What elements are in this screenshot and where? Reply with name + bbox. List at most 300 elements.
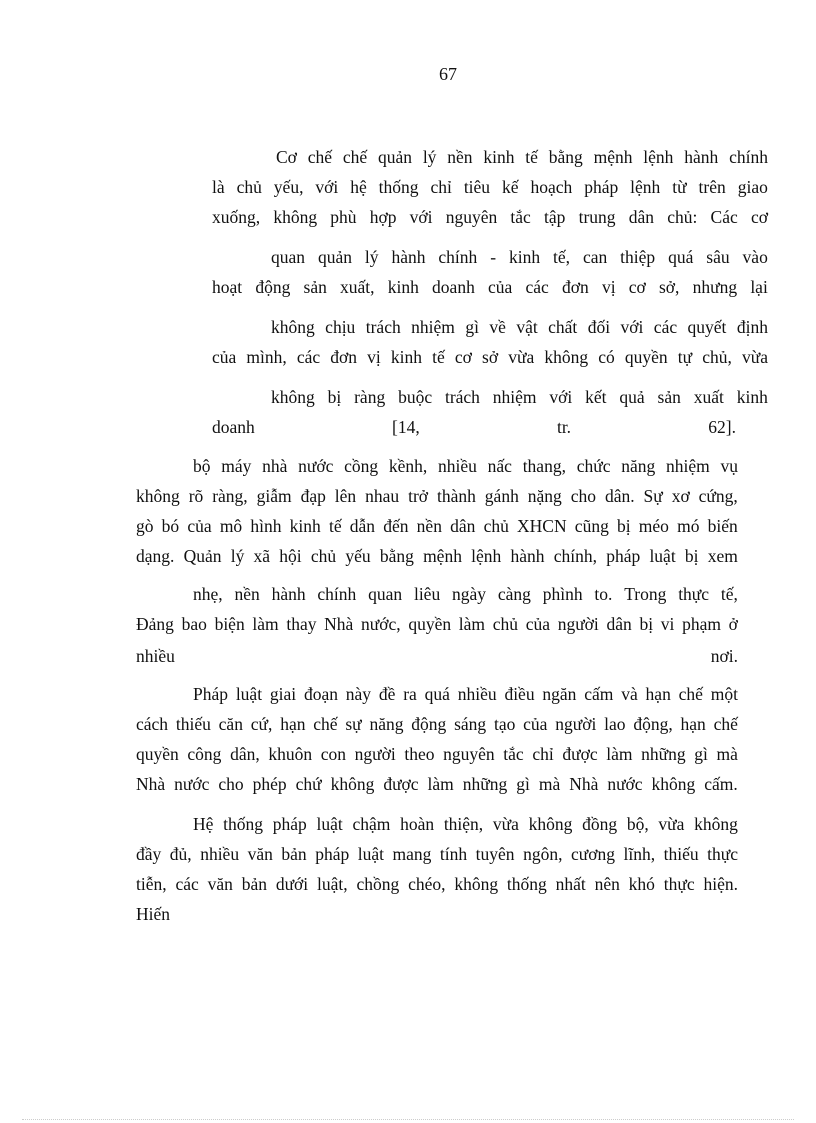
word: bộ: [193, 456, 211, 476]
word: không: [271, 317, 315, 337]
word: nhiệm: [492, 387, 537, 407]
word: luật: [357, 844, 384, 864]
quote-line: [271, 246, 768, 268]
word: quyền: [408, 614, 452, 634]
citation-word: 62].: [708, 417, 736, 437]
word: không: [651, 774, 696, 794]
word: vừa: [492, 814, 519, 834]
word: lệnh: [630, 177, 661, 197]
word: của: [187, 516, 212, 536]
word: hiện.: [703, 874, 738, 894]
word: càng: [497, 584, 531, 604]
word: này: [345, 684, 372, 704]
word: con: [320, 744, 346, 764]
word: nước: [174, 774, 210, 794]
word: nước,: [361, 614, 401, 634]
word: về: [489, 317, 506, 337]
word: Sự: [643, 486, 663, 506]
word: máy: [221, 456, 252, 476]
word: làm: [606, 744, 633, 764]
word: thiếu: [175, 714, 211, 734]
word: không: [271, 387, 315, 407]
word: dân,: [230, 744, 260, 764]
word: với: [549, 387, 573, 407]
word: quyền: [624, 347, 668, 367]
word: các: [296, 347, 321, 367]
word: Hệ: [193, 814, 214, 834]
word: sở: [482, 347, 499, 367]
word: vừa: [658, 814, 685, 834]
word: hình: [250, 516, 282, 536]
word: kết: [585, 387, 607, 407]
word: của: [212, 347, 237, 367]
word: chế: [678, 684, 703, 704]
word: lý: [422, 147, 437, 167]
word: chịu: [325, 317, 356, 337]
word: tính: [439, 844, 468, 864]
quote-line: [276, 146, 768, 168]
word: xem: [707, 546, 738, 566]
quote-line: [271, 386, 768, 408]
word: chồng: [356, 874, 400, 894]
word: hệ: [350, 177, 367, 197]
word: xuống,: [212, 207, 261, 227]
word: thống: [378, 177, 419, 197]
word: tuyên: [475, 844, 515, 864]
word: trách: [444, 387, 480, 407]
word: bó: [161, 516, 180, 536]
word: sở,: [658, 277, 680, 297]
word: và: [621, 684, 638, 704]
word: quyền: [136, 744, 179, 764]
word: chính: [729, 147, 768, 167]
word: chế: [713, 714, 738, 734]
word: mình,: [246, 347, 287, 367]
word: méo: [638, 516, 669, 536]
word: giẫm: [256, 486, 292, 506]
word: phù: [330, 207, 357, 227]
word: biến: [707, 516, 738, 536]
word: tế,: [720, 584, 738, 604]
word: cơ: [628, 277, 646, 297]
paragraph-line: [193, 455, 738, 477]
word: Trong: [624, 584, 667, 604]
paragraph-line: [136, 485, 738, 507]
word: quan: [271, 247, 306, 267]
word: không: [136, 486, 180, 506]
word: mà: [538, 774, 561, 794]
paragraph-line: [136, 713, 738, 735]
word: nhiều: [457, 684, 497, 704]
word: ngôn,: [523, 844, 563, 864]
word: nhiều: [438, 456, 477, 476]
word: nặng: [527, 486, 562, 506]
word: thay: [286, 614, 317, 634]
word: Nhà: [324, 614, 354, 634]
word: nấc: [487, 456, 512, 476]
word: nên: [594, 874, 620, 894]
word: to.: [594, 584, 613, 604]
word: nhưng: [692, 277, 738, 297]
word: chứ: [295, 774, 322, 794]
word: bị: [684, 546, 699, 566]
word: nhất: [555, 874, 586, 894]
word: mô: [219, 516, 243, 536]
word: hoàn: [400, 814, 435, 834]
word: thành: [436, 486, 476, 506]
word: chỉ: [532, 744, 554, 764]
word: quản: [317, 247, 352, 267]
word: quả: [619, 387, 645, 407]
word: chủ,: [702, 347, 732, 367]
word: Nhà: [569, 774, 599, 794]
word: tế,: [553, 247, 571, 267]
word: cơ: [454, 347, 472, 367]
word: động,: [633, 714, 673, 734]
word: quyết: [687, 317, 727, 337]
page-number: 67: [439, 64, 457, 84]
word: chế: [307, 147, 333, 167]
word: cho: [218, 774, 244, 794]
word: chế: [342, 147, 368, 167]
word: lao: [604, 714, 626, 734]
word: cách: [136, 714, 169, 734]
word: đến: [383, 516, 409, 536]
word: dẫn: [349, 516, 376, 536]
word: sản: [657, 387, 681, 407]
word: nhiều: [200, 844, 240, 864]
quote-line: [212, 176, 768, 198]
word: mệnh: [423, 546, 462, 566]
word: nguyên: [443, 744, 495, 764]
word: khuôn: [268, 744, 313, 764]
paragraph-line: [136, 873, 738, 895]
word: thiệp: [620, 247, 656, 267]
word: dân: [628, 207, 655, 227]
word: vừa: [508, 347, 535, 367]
word: trung: [578, 207, 616, 227]
word: người: [557, 614, 599, 634]
word: định: [736, 317, 768, 337]
word: cương: [570, 844, 615, 864]
word: vào: [742, 247, 768, 267]
word: luật: [649, 546, 676, 566]
word: bằng: [379, 546, 414, 566]
word: quá: [668, 247, 694, 267]
word: vi: [660, 614, 675, 634]
word: không: [454, 874, 499, 894]
word: chất: [548, 317, 578, 337]
word: pháp: [272, 814, 307, 834]
word: được: [383, 774, 419, 794]
word: hạn: [645, 684, 671, 704]
word: công: [187, 744, 222, 764]
word: của: [523, 714, 548, 734]
word: lý: [230, 546, 245, 566]
word: xã: [253, 546, 271, 566]
word: từ: [672, 177, 687, 197]
word: hợp: [369, 207, 397, 227]
word: cũng: [574, 516, 609, 536]
word: mang: [392, 844, 432, 864]
word: kinh: [508, 247, 541, 267]
word: kinh: [736, 387, 768, 407]
word: vị: [601, 277, 616, 297]
word: kế: [502, 177, 519, 197]
word: Cơ: [276, 147, 297, 167]
word: lệnh: [643, 147, 674, 167]
word: hoạt: [212, 277, 243, 297]
word: mà: [716, 744, 738, 764]
word: đơn: [562, 277, 589, 297]
word: trách: [365, 317, 401, 337]
word: dưới: [275, 874, 309, 894]
word: quản: [377, 147, 412, 167]
word: biện: [214, 614, 245, 634]
word: hành: [510, 546, 545, 566]
word: động: [411, 714, 447, 734]
word: gì: [694, 744, 708, 764]
word: bị: [639, 614, 654, 634]
word: cơ: [750, 207, 768, 227]
word: đối: [587, 317, 611, 337]
word: quan: [368, 584, 403, 604]
word: cứng,: [698, 486, 738, 506]
word: chủ: [310, 546, 337, 566]
word: xơ: [671, 486, 690, 506]
word: chậm: [352, 814, 391, 834]
word: lại: [750, 277, 768, 297]
citation-word: tr.: [556, 417, 572, 437]
word: làm: [458, 614, 486, 634]
word: ràng: [354, 387, 386, 407]
word: của: [525, 614, 550, 634]
word: sáng: [454, 714, 487, 734]
word: rõ: [188, 486, 204, 506]
word: pháp: [315, 844, 350, 864]
word: can: [582, 247, 608, 267]
paragraph-line: [136, 843, 738, 865]
word: hành: [271, 584, 306, 604]
word: kinh: [387, 277, 419, 297]
word: đề: [378, 684, 396, 704]
word: giao: [737, 177, 768, 197]
word: thiếu: [663, 844, 699, 864]
word: thực: [663, 874, 695, 894]
paragraph-line: [193, 813, 738, 835]
word: không: [273, 207, 318, 227]
word: pháp: [606, 546, 641, 566]
word: liêu: [413, 584, 441, 604]
word: với: [620, 317, 644, 337]
word: dạng.: [136, 546, 175, 566]
word: gì: [516, 774, 530, 794]
word: nhẹ,: [193, 584, 223, 604]
word: tự: [677, 347, 693, 367]
quote-citation-line: [212, 416, 736, 438]
quote-line: [271, 316, 768, 338]
word: hội: [279, 546, 302, 566]
paragraph-line: [193, 683, 738, 705]
word: kinh: [390, 347, 423, 367]
citation-word: doanh: [212, 417, 255, 437]
word: hành: [684, 147, 719, 167]
word: kinh: [289, 516, 321, 536]
word: chủ: [236, 177, 262, 197]
word: nước: [298, 456, 334, 476]
word: đủ,: [169, 844, 192, 864]
paragraph-word: nơi.: [710, 646, 738, 666]
word: sâu: [706, 247, 730, 267]
word: hành: [391, 247, 426, 267]
word: một: [710, 684, 738, 704]
paragraph-line: [136, 545, 738, 567]
word: sự: [345, 714, 362, 734]
word: thống: [506, 874, 547, 894]
word: XHCN: [517, 516, 567, 536]
quote-line: [212, 346, 768, 368]
word: luật: [316, 814, 343, 834]
word: thực: [707, 844, 738, 864]
word: mó: [677, 516, 700, 536]
word: các: [525, 277, 549, 297]
paragraph-word: nhiều: [136, 646, 175, 666]
word: vừa: [741, 347, 768, 367]
word: nhiệm: [665, 456, 710, 476]
word: lý: [364, 247, 379, 267]
word: đoạn: [303, 684, 338, 704]
word: doanh: [432, 277, 475, 297]
word: gò: [136, 516, 154, 536]
word: gánh: [484, 486, 519, 506]
word: năng: [621, 456, 656, 476]
word: buộc: [398, 387, 433, 407]
word: các: [653, 317, 678, 337]
word: vụ: [720, 456, 738, 476]
word: chỉ: [430, 177, 452, 197]
paragraph-line: [136, 515, 738, 537]
word: được: [562, 744, 598, 764]
word: bị: [327, 387, 342, 407]
word: những: [462, 774, 508, 794]
word: chính: [317, 584, 357, 604]
word: gì: [465, 317, 479, 337]
word: cho: [570, 486, 597, 506]
quote-line: [212, 206, 768, 228]
word: ra: [403, 684, 417, 704]
word: thiện,: [443, 814, 484, 834]
word: nền: [234, 584, 260, 604]
word: vị: [367, 347, 381, 367]
word: cấm.: [704, 774, 738, 794]
word: cồng: [344, 456, 379, 476]
word: hạn: [280, 714, 306, 734]
word: tạo: [493, 714, 516, 734]
word: hạn: [680, 714, 706, 734]
word: ngày: [452, 584, 487, 604]
word: ngăn: [542, 684, 577, 704]
word: tế: [525, 147, 538, 167]
word: lên: [334, 486, 357, 506]
word: nhà: [262, 456, 288, 476]
word: giai: [269, 684, 297, 704]
word: quá: [424, 684, 450, 704]
word: yếu,: [273, 177, 304, 197]
word: thang,: [522, 456, 566, 476]
word: có: [598, 347, 615, 367]
word: hoạch: [530, 177, 573, 197]
word: luật: [235, 684, 263, 704]
word: thực: [678, 584, 710, 604]
word: chế: [313, 714, 338, 734]
word: là: [212, 177, 225, 197]
word: Đảng: [136, 614, 174, 634]
word: của: [488, 277, 513, 297]
word: bị: [617, 516, 631, 536]
word: không: [330, 774, 375, 794]
word: pháp: [584, 177, 619, 197]
word: luật,: [317, 874, 348, 894]
word: làm: [252, 614, 279, 634]
word: kềnh,: [388, 456, 428, 476]
word: dân.: [604, 486, 635, 506]
word: người: [555, 714, 597, 734]
word: căn: [218, 714, 243, 734]
word: nền: [447, 147, 473, 167]
word: làm: [427, 774, 454, 794]
word: tắc: [510, 207, 531, 227]
word: không: [544, 347, 589, 367]
word: không: [694, 814, 738, 834]
word: bao: [181, 614, 207, 634]
word: bằng: [548, 147, 583, 167]
word: chéo,: [408, 874, 446, 894]
word: theo: [404, 744, 435, 764]
paragraph-line: [193, 583, 738, 605]
word: phạm: [682, 614, 721, 634]
quote-line: [212, 276, 768, 298]
word: trở: [408, 486, 429, 506]
word: bản: [241, 874, 267, 894]
word: nhiệm: [411, 317, 455, 337]
word: Các: [710, 207, 738, 227]
word: nền: [416, 516, 442, 536]
word: chủ: [483, 516, 509, 536]
word: yếu: [345, 546, 371, 566]
paragraph-line: Hiến: [136, 904, 171, 924]
word: chủ:: [667, 207, 698, 227]
word: chủ: [492, 614, 519, 634]
word: nước: [607, 774, 643, 794]
word: tập: [544, 207, 566, 227]
word: xuất: [693, 387, 724, 407]
page-bottom-divider: [22, 1119, 794, 1120]
word: phép: [252, 774, 287, 794]
word: Pháp: [193, 684, 228, 704]
word: những: [641, 744, 686, 764]
citation-word: [14,: [392, 417, 420, 437]
word: đơn: [330, 347, 358, 367]
word: thống: [223, 814, 263, 834]
word: nguyên: [445, 207, 498, 227]
paragraph-line: [136, 743, 738, 765]
word: Nhà: [136, 774, 166, 794]
word: vật: [516, 317, 538, 337]
word: đồng: [582, 814, 618, 834]
word: trên: [698, 177, 726, 197]
word: phình: [542, 584, 583, 604]
word: khó: [628, 874, 655, 894]
